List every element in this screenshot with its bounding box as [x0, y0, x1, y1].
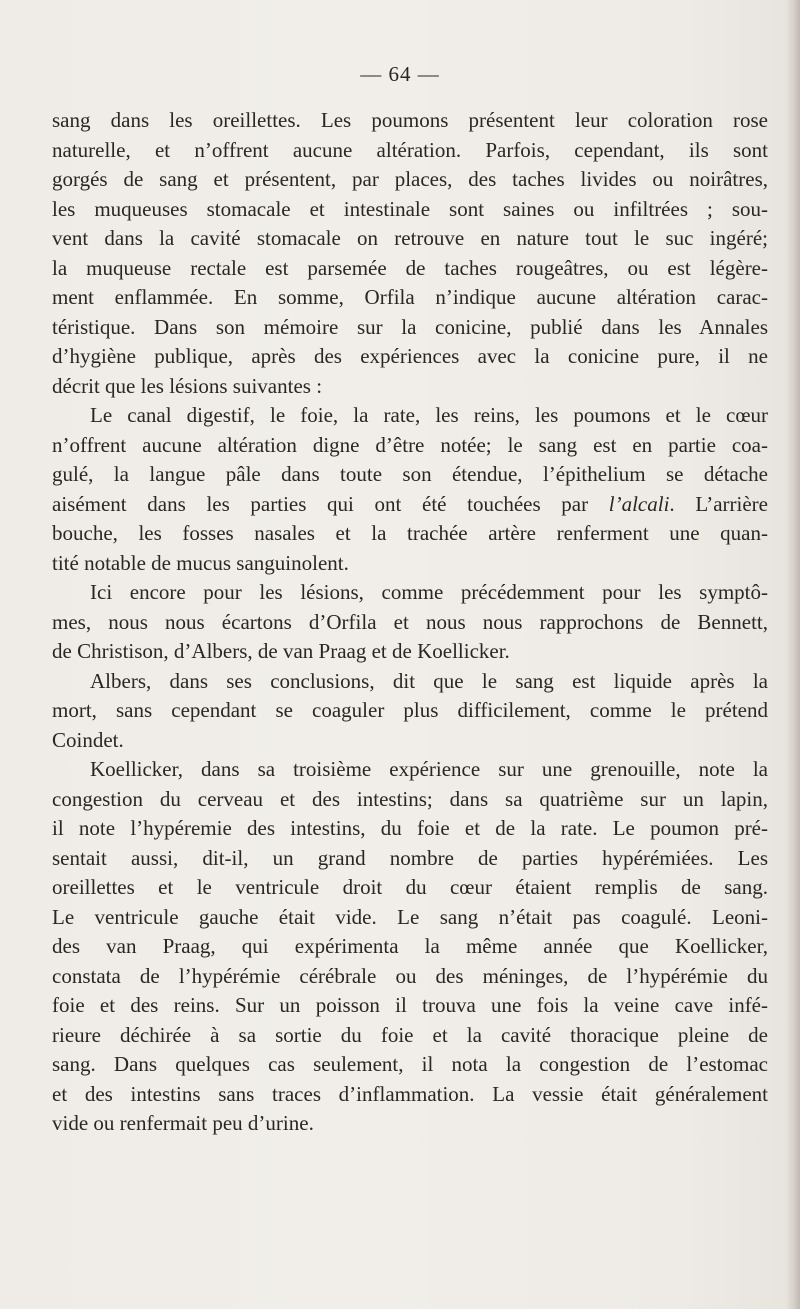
text-line-end: . L’arrière [669, 491, 768, 516]
text-line: gorgés de sang et présentent, par places, des taches livides ou noirâtres, [52, 167, 768, 191]
text-line: Le canal digestif, le foie, la rate, les reins, les poumons et le cœur [90, 403, 768, 427]
text-line: Koellicker, dans sa troisième expérience sur une grenouille, note la [90, 757, 768, 781]
text-line: d’hygiène publique, après des expériences avec la conicine pure, il ne [52, 344, 768, 368]
text-line: vide ou renfermait peu d’urine. [52, 1111, 314, 1135]
text-line: de Christison, d’Albers, de van Praag et de Koellicker. [52, 639, 510, 663]
text-line: la muqueuse rectale est parsemée de taches rougeâtres, ou est légère- [52, 255, 768, 280]
text-line: naturelle, et n’offrent aucune altération. Parfois, cependant, ils sont [52, 137, 768, 162]
text-line: congestion du cerveau et des intestins; dans sa quatrième sur un lapin, [52, 786, 768, 811]
text-line: constata de l’hypérémie cérébrale ou des méninges, de l’hypérémie du [52, 963, 768, 988]
text-line: et des intestins sans traces d’inflammation. La vessie était généralement [52, 1081, 768, 1106]
text-line: Ici encore pour les lésions, comme précédemment pour les symptô- [90, 580, 768, 604]
text-line: sentait aussi, dit-il, un grand nombre de parties hypérémiées. Les [52, 845, 768, 870]
text-line: téristique. Dans son mémoire sur la conicine, publié dans les Annales [52, 314, 768, 339]
text-line-start: aisément dans les parties qui ont été touchées par [52, 491, 589, 516]
text-line: ment enflammée. En somme, Orfila n’indique aucune altération carac- [52, 285, 768, 309]
text-line: rieure déchirée à sa sortie du foie et la cavité thoracique pleine de [52, 1022, 768, 1047]
text-line: sang dans les oreillettes. Les poumons présentent leur coloration rose [52, 108, 768, 132]
body-text [52, 106, 768, 1139]
text-line: oreillettes et le ventricule droit du cœur étaient remplis de sang. [52, 875, 768, 899]
text-line: mes, nous nous écartons d’Orfila et nous nous rapprochons de Bennett, [52, 609, 768, 634]
text-line: gulé, la langue pâle dans toute son étendue, l’épithelium se détache [52, 462, 768, 486]
text-line: foie et des reins. Sur un poisson il trouva une fois la veine cave infé- [52, 993, 768, 1017]
text-line: sang. Dans quelques cas seulement, il nota la congestion de l’estomac [52, 1052, 768, 1076]
text-line: mort, sans cependant se coaguler plus difficilement, comme le prétend [52, 698, 768, 722]
page-edge-shadow [786, 0, 800, 1309]
text-line: les muqueuses stomacale et intestinale sont saines ou infiltrées ; sou- [52, 196, 768, 221]
text-line: Albers, dans ses conclusions, dit que le sang est liquide après la [90, 668, 768, 693]
text-line: il note l’hypéremie des intestins, du foie et de la rate. Le poumon pré- [52, 816, 768, 840]
text-line: décrit que les lésions suivantes : [52, 373, 323, 398]
text-line: des van Praag, qui expérimenta la même année que Koellicker, [52, 934, 768, 958]
text-line: bouche, les fosses nasales et la trachée artère renferment une quan- [52, 521, 768, 545]
text-line [52, 490, 768, 520]
page-number: — 64 — [360, 62, 440, 86]
text-line: tité notable de mucus sanguinolent. [52, 550, 349, 575]
text-line: Le ventricule gauche était vide. Le sang n’était pas coagulé. Leoni- [52, 904, 768, 929]
italic-term: l’alcali [608, 491, 670, 516]
text-line: n’offrent aucune altération digne d’être notée; le sang est en partie coa- [52, 432, 768, 457]
text-line: Coindet. [52, 727, 124, 752]
text-line: vent dans la cavité stomacale on retrouve en nature tout le suc ingéré; [52, 226, 768, 250]
